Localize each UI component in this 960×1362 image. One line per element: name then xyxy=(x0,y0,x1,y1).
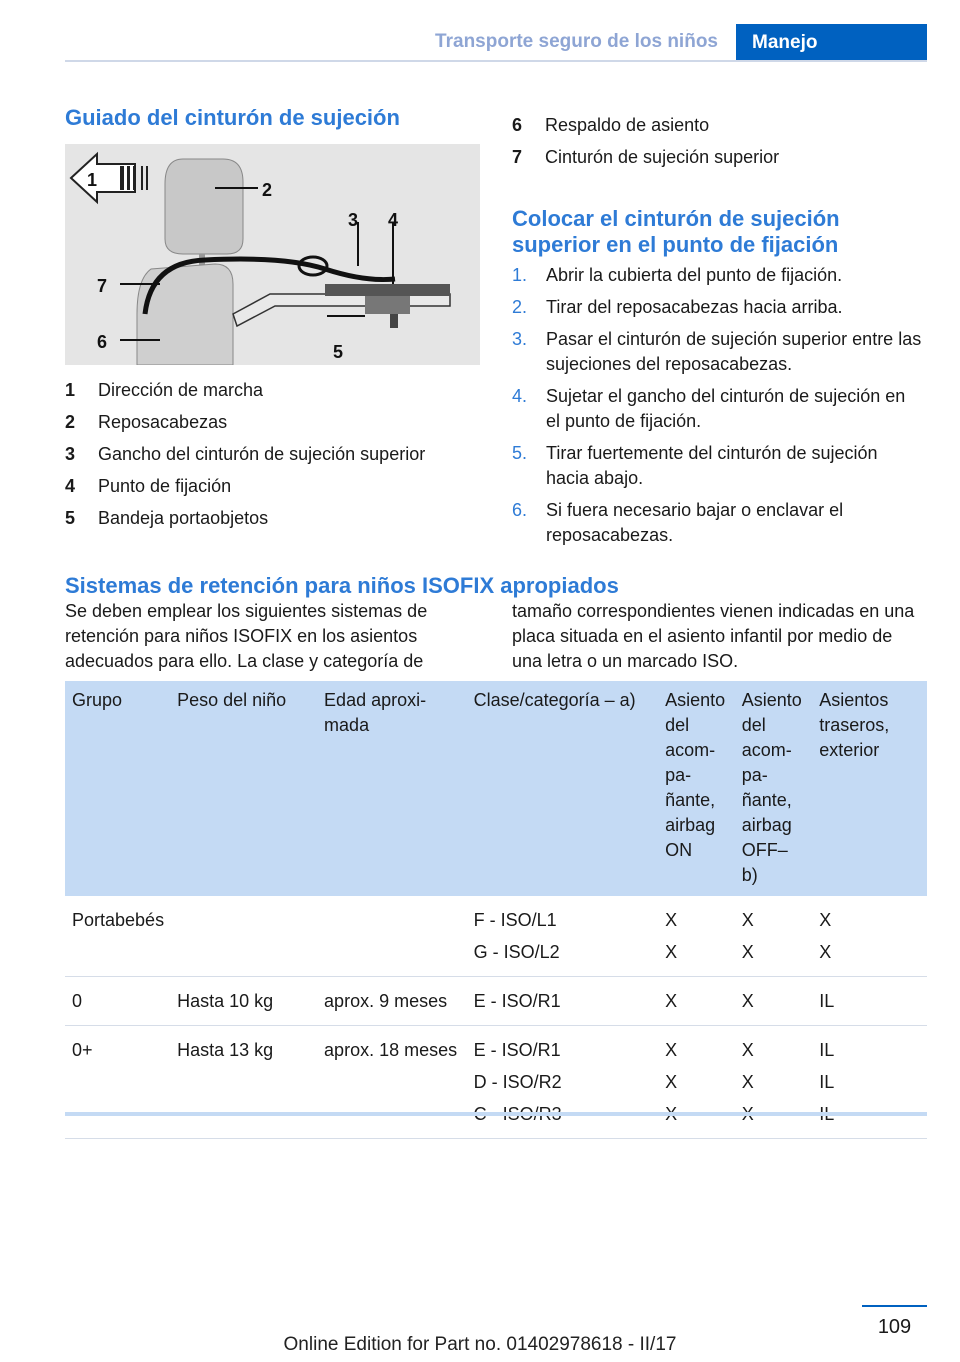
step-number: 3. xyxy=(512,329,528,349)
isofix-title: Sistemas de retención para niños ISOFIX apropiados xyxy=(65,573,619,598)
item-text: Bandeja portaobjetos xyxy=(98,508,269,528)
cell-line: X xyxy=(665,1072,678,1092)
step-text: Pasar el cinturón de sujeción superior entre las sujeciones del reposacabezas. xyxy=(546,329,922,374)
step-item xyxy=(512,295,924,320)
cell-traseros xyxy=(812,977,927,1026)
figure-key-list-right xyxy=(512,114,927,178)
item-text: Respaldo de asiento xyxy=(545,115,710,135)
cell-line: G - ISO/L2 xyxy=(473,942,560,962)
step-number: 6. xyxy=(512,500,528,520)
step-item xyxy=(512,384,924,434)
step-text: Si fuera necesario bajar o enclavar el reposacabezas. xyxy=(546,500,844,545)
isofix-paragraph-left: Se deben emplear los siguientes sistemas de retención para niños ISOFIX en los asientos adecuados para ello. La clase y categoría de xyxy=(65,601,428,671)
header-traseros: Asientos traseros, exterior xyxy=(812,681,927,896)
cell-line: IL xyxy=(819,1040,835,1060)
cell-clase xyxy=(467,896,659,977)
cell-airbag-off xyxy=(735,896,813,977)
attach-title-line1: Colocar el cinturón de sujeción xyxy=(512,206,840,231)
cell-line: X xyxy=(741,991,754,1011)
step-number: 4. xyxy=(512,386,528,406)
list-item xyxy=(65,379,475,411)
item-text: Reposacabezas xyxy=(98,412,228,432)
attach-title-line2: superior en el punto de fijación xyxy=(512,232,839,257)
cell-line: E - ISO/R1 xyxy=(473,1040,561,1060)
cell-line: X xyxy=(665,910,678,930)
cell-grupo: 0 xyxy=(65,977,170,1026)
cell-grupo: 0+ xyxy=(65,1026,170,1139)
step-text: Abrir la cubierta del punto de fijación. xyxy=(546,265,843,285)
cell-line: X xyxy=(741,1040,754,1060)
header-grupo: Grupo xyxy=(65,681,170,896)
cell-traseros xyxy=(812,1026,927,1139)
cell-airbag-off xyxy=(735,1026,813,1139)
item-number: 7 xyxy=(512,147,523,167)
figure-label-4: 4 xyxy=(388,210,399,230)
list-item xyxy=(512,114,927,146)
header-airbag-off: Asiento del acompañante, airbag OFF– b) xyxy=(735,681,813,896)
item-text: Cinturón de sujeción superior xyxy=(545,147,780,167)
table-row xyxy=(65,896,927,977)
header-peso: Peso del niño xyxy=(170,681,317,896)
cell-line: F - ISO/L1 xyxy=(473,910,557,930)
item-number: 4 xyxy=(65,476,76,496)
step-item xyxy=(512,327,924,377)
cell-line: X xyxy=(741,1072,754,1092)
header-clase: Clase/categoría – a) xyxy=(467,681,659,896)
table-bottom-rule xyxy=(65,1112,927,1116)
step-text: Tirar fuertemente del cinturón de sujeción hacia abajo. xyxy=(546,443,878,488)
cell-airbag-on xyxy=(658,896,735,977)
step-number: 2. xyxy=(512,297,528,317)
item-number: 3 xyxy=(65,444,76,464)
cell-peso: Hasta 13 kg xyxy=(170,1026,317,1139)
cell-edad: aprox. 9 meses xyxy=(317,977,467,1026)
item-number: 5 xyxy=(65,508,76,528)
step-item xyxy=(512,263,924,288)
attach-title xyxy=(512,206,927,258)
cell-line: X xyxy=(741,910,754,930)
header-chapter-tab[interactable]: Manejo xyxy=(736,24,927,62)
table-header-row xyxy=(65,681,927,896)
step-number: 1. xyxy=(512,265,528,285)
step-number: 5. xyxy=(512,443,528,463)
figure-label-7: 7 xyxy=(97,276,108,296)
item-text: Gancho del cinturón de sujeción superior xyxy=(98,444,426,464)
cell-clase xyxy=(467,1026,659,1139)
isofix-paragraph-right: tamaño correspondientes vienen indicadas en una placa situada en el asiento infantil por medio de una letra o un marcado ISO. xyxy=(512,601,915,671)
figure-label-6: 6 xyxy=(97,332,108,352)
footer-edition: Online Edition for Part no. 01402978618 - II/17 xyxy=(283,1334,677,1355)
table-row xyxy=(65,1026,927,1139)
table-row xyxy=(65,977,927,1026)
figure-label-1: 1 xyxy=(87,170,98,190)
cell-line: E - ISO/R1 xyxy=(473,991,561,1011)
header-section-title: Transporte seguro de los niños xyxy=(435,31,718,52)
cell-line: X xyxy=(819,942,832,962)
attach-steps xyxy=(512,263,924,555)
cell-clase xyxy=(467,977,659,1026)
cell-traseros xyxy=(812,896,927,977)
step-item xyxy=(512,441,924,491)
cell-line: X xyxy=(819,910,832,930)
cell-edad xyxy=(317,896,467,977)
list-item xyxy=(65,411,475,443)
list-item xyxy=(65,475,475,507)
cell-line: D - ISO/R2 xyxy=(473,1072,562,1092)
header-rule xyxy=(65,60,927,62)
figure-key-list-left xyxy=(65,379,475,539)
cell-line: X xyxy=(665,991,678,1011)
page-number: 109 xyxy=(877,1316,912,1338)
cell-peso: Hasta 10 kg xyxy=(170,977,317,1026)
cell-line: X xyxy=(665,942,678,962)
header-edad: Edad aproximada xyxy=(317,681,467,896)
item-text: Dirección de marcha xyxy=(98,380,264,400)
cell-line: IL xyxy=(819,991,835,1011)
list-item xyxy=(65,507,475,539)
item-number: 1 xyxy=(65,380,76,400)
seat-belt-figure xyxy=(65,144,480,365)
isofix-table xyxy=(65,681,927,1139)
direction-arrow-icon xyxy=(71,154,148,202)
cell-line: IL xyxy=(819,1072,835,1092)
cell-grupo: Portabebés xyxy=(65,896,170,977)
figure-label-3: 3 xyxy=(348,210,359,230)
page-number-rule xyxy=(862,1305,927,1307)
list-item xyxy=(65,443,475,475)
cell-edad: aprox. 18 meses xyxy=(317,1026,467,1139)
header-airbag-on: Asiento del acompañante, airbag ON xyxy=(658,681,735,896)
item-text: Punto de fijación xyxy=(98,476,232,496)
cell-line: X xyxy=(665,1040,678,1060)
item-number: 6 xyxy=(512,115,523,135)
guide-title: Guiado del cinturón de sujeción xyxy=(65,105,400,130)
step-text: Sujetar el gancho del cinturón de sujeción en el punto de fijación. xyxy=(546,386,906,431)
item-number: 2 xyxy=(65,412,76,432)
list-item xyxy=(512,146,927,178)
cell-airbag-on xyxy=(658,1026,735,1139)
figure-label-5: 5 xyxy=(333,342,344,362)
step-item xyxy=(512,498,924,548)
figure-label-2: 2 xyxy=(262,180,273,200)
cell-peso xyxy=(170,896,317,977)
cell-airbag-off xyxy=(735,977,813,1026)
cell-airbag-on xyxy=(658,977,735,1026)
cell-line: X xyxy=(741,942,754,962)
step-text: Tirar del reposacabezas hacia arriba. xyxy=(546,297,843,317)
